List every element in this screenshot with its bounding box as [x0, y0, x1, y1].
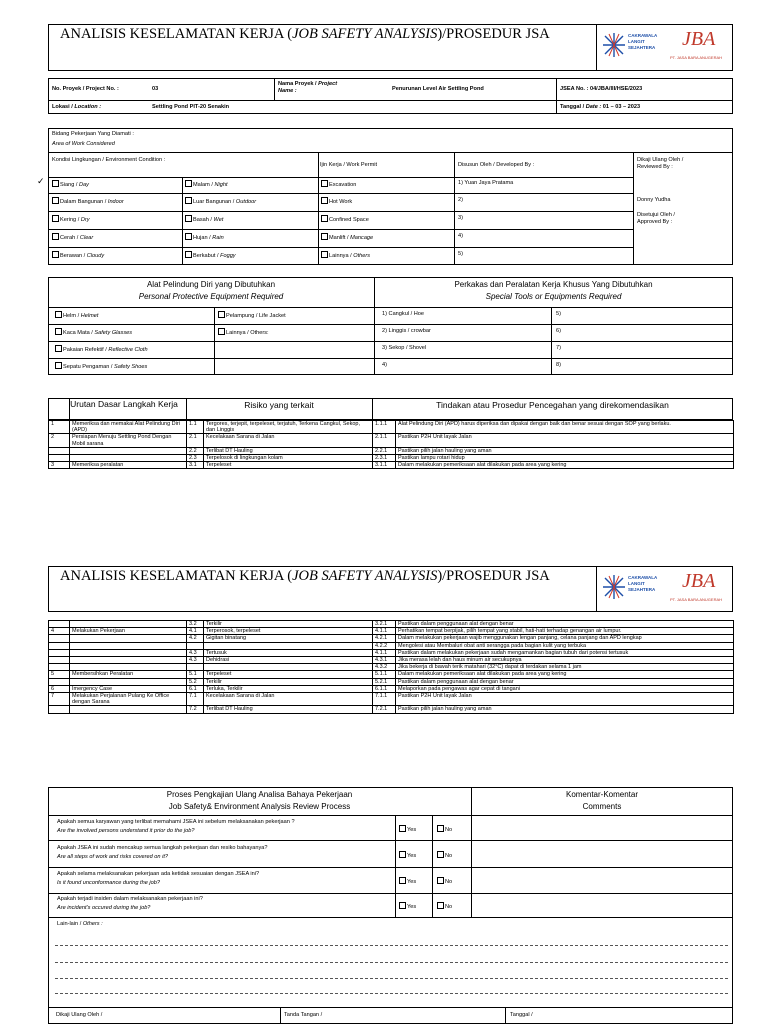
risk-cell: Terlibat DT Hauling [204, 447, 373, 454]
no-cell [49, 678, 70, 685]
condition-option[interactable]: Basah / Wet [185, 215, 223, 224]
an-cell: 4.2.2 [373, 642, 396, 649]
an-cell: 5.2.1 [373, 678, 396, 685]
an-cell: 4.3.2 [373, 664, 396, 671]
table-row [49, 671, 734, 678]
rn-cell: 3.2 [187, 621, 204, 628]
step-cell [70, 621, 187, 628]
step-cell: Memeriksa peralatan [70, 462, 187, 469]
checkbox[interactable] [52, 251, 59, 258]
developer-entry: 3) [458, 215, 463, 221]
step-cell [70, 642, 187, 649]
tool-entry: 5) [556, 311, 561, 317]
tool-entry: 1) Cangkul / Hoe [382, 311, 424, 317]
checkbox[interactable] [185, 233, 192, 240]
project-no-value: 03 [152, 86, 159, 92]
table-row [49, 628, 734, 635]
review-question-en: Are the involved persons understand it prior do the job? [57, 828, 195, 834]
an-cell: 6.1.1 [373, 685, 396, 692]
no-cell: 6 [49, 685, 70, 692]
checkbox[interactable] [52, 180, 59, 187]
condition-option[interactable]: Siang / Day [52, 180, 89, 189]
no-cell [49, 621, 70, 628]
ppe-option[interactable]: Pakaian Refektif / Reflective Cloth [55, 345, 148, 354]
table-row [49, 447, 734, 454]
rn-cell [187, 664, 204, 671]
condition-option[interactable]: Berawan / Cloudy [52, 251, 104, 260]
review-question: Apakah semua karyawan yang terlibat memahami JSEA ini sebelum melaksanakan pekerjaan ? [57, 819, 295, 825]
table-row [49, 706, 734, 713]
table-row [49, 693, 734, 706]
condition-option[interactable]: Hujan / Rain [185, 233, 224, 242]
no-checkbox[interactable]: No [437, 877, 452, 886]
risk-cell: Kecelakaan Sarana di Jalan [204, 434, 373, 447]
steps-table-1 [48, 420, 734, 469]
no-checkbox[interactable]: No [437, 902, 452, 911]
rn-cell: 7.2 [187, 706, 204, 713]
risk-cell: Terpelosok di lingkungan kolam [204, 455, 373, 462]
step-cell [70, 657, 187, 664]
step-cell: Memeriksa dan memakai Alat Pelindung Diri (APD) [70, 421, 187, 434]
project-name-value: Penurunan Level Air Settling Pond [392, 86, 484, 92]
checkbox[interactable] [399, 851, 406, 858]
checkbox[interactable] [55, 362, 62, 369]
an-cell: 2.3.1 [373, 455, 396, 462]
action-cell: Pastikan dalam penggunaan alat dengan benar [396, 621, 734, 628]
rn-cell: 1.1 [187, 421, 204, 434]
rn-cell: 2.2 [187, 447, 204, 454]
no-cell: 7 [49, 693, 70, 706]
checkbox[interactable] [321, 251, 328, 258]
no-cell [49, 664, 70, 671]
no-cell: 3 [49, 462, 70, 469]
checkbox[interactable] [437, 851, 444, 858]
checkbox[interactable] [437, 902, 444, 909]
tool-entry: 8) [556, 362, 561, 368]
starburst-logo-icon [602, 574, 626, 600]
condition-option[interactable]: Dalam Bangunan / Indoor [52, 197, 124, 206]
rn-cell: 6.1 [187, 685, 204, 692]
ppe-option[interactable]: Lainnya / Others: [218, 328, 269, 337]
action-cell: Jika bekerja di bawah terik matahari (32°C) dapat di terdakan selama 1 jam [396, 664, 734, 671]
risk-cell: Tertusuk [204, 649, 373, 656]
checkbox[interactable] [321, 180, 328, 187]
condition-option[interactable]: Berkabut / Foggy [185, 251, 236, 260]
risk-cell: Gigitan binatang [204, 635, 373, 642]
checkbox[interactable] [55, 328, 62, 335]
checkbox[interactable] [52, 197, 59, 204]
table-row [49, 685, 734, 692]
yes-checkbox[interactable]: Yes [399, 825, 416, 834]
table-row [49, 657, 734, 664]
checkbox[interactable] [399, 825, 406, 832]
checkbox[interactable] [321, 233, 328, 240]
an-cell: 5.1.1 [373, 671, 396, 678]
review-question-en: Are incident's occured during the job? [57, 905, 151, 911]
rn-cell: 5.1 [187, 671, 204, 678]
checkbox[interactable] [55, 311, 62, 318]
checkbox[interactable] [185, 215, 192, 222]
table-row [49, 421, 734, 434]
step-cell [70, 664, 187, 671]
step-cell: Melakukan Perjalanan Pulang Ke Office dengan Sarana [70, 693, 187, 706]
rn-cell: 2.3 [187, 455, 204, 462]
ppe-option[interactable]: Helm / Helmet [55, 311, 98, 320]
an-cell: 1.1.1 [373, 421, 396, 434]
checkbox[interactable] [185, 251, 192, 258]
checkbox[interactable] [185, 197, 192, 204]
rn-cell: 3.1 [187, 462, 204, 469]
checkbox[interactable] [437, 825, 444, 832]
table-row [49, 649, 734, 656]
action-cell: Mengolesi atau Membaluri obat anti serangga pada bagian kulit yang terbuka [396, 642, 734, 649]
checkbox[interactable] [399, 877, 406, 884]
an-cell: 7.1.1 [373, 693, 396, 706]
table-row [49, 434, 734, 447]
tool-entry: 3) Sekop / Shovel [382, 345, 427, 351]
action-cell: Pastikan pilih jalan hauling yang aman [396, 447, 734, 454]
action-cell: Dalam melakukan pemeriksaan alat dilakukan pada area yang kering [396, 671, 734, 678]
an-cell: 2.2.1 [373, 447, 396, 454]
no-cell [49, 657, 70, 664]
checkbox[interactable] [185, 180, 192, 187]
an-cell: 2.1.1 [373, 434, 396, 447]
an-cell: 4.3.1 [373, 657, 396, 664]
reviewer-name: Donny Yudha [637, 197, 671, 203]
company-logo-1: CAKRAWALA LANGIT SEJAHTERA JBA PT. JASA BARA ANUGERAH [602, 28, 730, 68]
yes-checkbox[interactable]: Yes [399, 851, 416, 860]
action-cell: Pastikan dalam melakukan pekerjaan sudah mengamankan bagian tubuh dari potensi tertusuk [396, 649, 734, 656]
no-cell: 2 [49, 434, 70, 447]
permit-option[interactable]: Excavation [321, 180, 356, 189]
table-row [49, 678, 734, 685]
review-question: Apakah selama melaksanakan pekerjaan ada ketidak sesuaian dengan JSEA ini? [57, 871, 260, 877]
risk-cell: Kecelakaan Sarana di Jalan [204, 693, 373, 706]
action-cell: Pastikan pilih jalan hauling yang aman [396, 706, 734, 713]
checkbox[interactable] [437, 877, 444, 884]
an-cell: 4.2.1 [373, 635, 396, 642]
step-cell [70, 447, 187, 454]
step-cell [70, 455, 187, 462]
action-cell: Pastikan lampu rotari hidup [396, 455, 734, 462]
page-title-2: ANALISIS KESELAMATAN KERJA (JOB SAFETY ANALYSIS)/PROSEDUR JSA [60, 568, 550, 584]
yes-checkbox[interactable]: Yes [399, 902, 416, 911]
environment-box [48, 128, 733, 265]
step-cell: Persiapan Menuju Settling Pond Dengan Mobil sarana [70, 434, 187, 447]
page-title: ANALISIS KESELAMATAN KERJA (JOB SAFETY ANALYSIS)/PROSEDUR JSA [60, 26, 550, 42]
review-question-en: Are all steps of work and risks covered on it? [57, 854, 168, 860]
no-cell [49, 706, 70, 713]
starburst-logo-icon [602, 32, 626, 58]
step-cell: Membersihkan Peralatan [70, 671, 187, 678]
location-value: Settling Pond PIT-20 Senakin [152, 104, 230, 110]
developer-entry: 4) [458, 233, 463, 239]
risk-cell: Terperosok, terpeleset [204, 628, 373, 635]
risk-cell: Terkilir [204, 678, 373, 685]
risk-cell: Terkilir [204, 621, 373, 628]
developer-entry: 1) Yuan Jaya Pratama [458, 180, 514, 186]
action-cell: Melaporkan pada pengawas agar cepat di tangani [396, 685, 734, 692]
risk-cell: Terluka, Terkilir [204, 685, 373, 692]
step-cell [70, 649, 187, 656]
table-row [49, 664, 734, 671]
developer-entry: 2) [458, 197, 463, 203]
risk-cell: Terlibat DT Hauling [204, 706, 373, 713]
checkbox[interactable] [218, 328, 225, 335]
condition-option[interactable]: Luar Bangunan / Outdoor [185, 197, 256, 206]
table-row [49, 455, 734, 462]
no-cell [49, 649, 70, 656]
an-cell: 3.2.1 [373, 621, 396, 628]
no-cell: 5 [49, 671, 70, 678]
table-row [49, 635, 734, 642]
rn-cell [187, 642, 204, 649]
check-mark-icon: ✓ [37, 176, 45, 186]
condition-option[interactable]: Malam / Night [185, 180, 228, 189]
table-row [49, 462, 734, 469]
table-row [49, 621, 734, 628]
tool-entry: 6) [556, 328, 561, 334]
step-cell: Melakukan Pekerjaan [70, 628, 187, 635]
checkbox[interactable] [399, 902, 406, 909]
review-question: Apakah terjadi insiden dalam melaksanakan pekerjaan ini? [57, 896, 203, 902]
risk-cell [204, 642, 373, 649]
action-cell: Perhatikan tempat berpijak, pilih tempat yang stabil, hati-hati terhadap genangan air lumpur. [396, 628, 734, 635]
step-cell [70, 635, 187, 642]
review-question-en: Is it found unconformance during the job? [57, 880, 160, 886]
checkbox[interactable] [218, 311, 225, 318]
no-checkbox[interactable]: No [437, 851, 452, 860]
permit-option[interactable]: Confined Space [321, 215, 369, 224]
action-cell: Pastikan dalam penggunaan alat dengan benar [396, 678, 734, 685]
step-cell [70, 706, 187, 713]
checkbox[interactable] [52, 233, 59, 240]
checkbox[interactable] [55, 345, 62, 352]
company-logo-2: CAKRAWALA LANGIT SEJAHTERA JBA PT. JASA BARA ANUGERAH [602, 570, 730, 610]
no-checkbox[interactable]: No [437, 825, 452, 834]
review-question: Apakah JSEA ini sudah mencakup semua langkah pekerjaan dan resiko bahayanya? [57, 845, 268, 851]
action-cell: Alat Pelindung Diri (APD) harus diperiksa dan dipakai dengan baik dan benar sesuai dengan SOP yang berlaku. [396, 421, 734, 434]
action-cell: Dalam melakukan pekerjaan wajib menggunakan lengan panjang, celana panjang dan APD lengkap [396, 635, 734, 642]
risk-cell [204, 664, 373, 671]
rn-cell: 4.1 [187, 628, 204, 635]
tool-entry: 2) Linggis / crowbar [382, 328, 431, 334]
risk-cell: Terpeleset [204, 462, 373, 469]
an-cell: 4.1.1 [373, 628, 396, 635]
an-cell: 7.2.1 [373, 706, 396, 713]
checkbox[interactable] [321, 197, 328, 204]
steps-table-2 [48, 620, 734, 714]
action-cell: Dalam melakukan pemeriksaan alat dilakukan pada area yang kering [396, 462, 734, 469]
step-cell: Imergency Case [70, 685, 187, 692]
tool-entry: 4) [382, 362, 387, 368]
no-cell: 4 [49, 628, 70, 635]
no-cell [49, 642, 70, 649]
table-row [49, 642, 734, 649]
permit-option[interactable]: Lainnya / Others [321, 251, 370, 260]
action-cell: Pastikan P2H Unit layak Jalan [396, 693, 734, 706]
risk-cell: Dehidrasi [204, 657, 373, 664]
rn-cell: 5.2 [187, 678, 204, 685]
no-cell: 1 [49, 421, 70, 434]
risk-cell: Tergores, terjepit, terpeleset, terjatuh, Terkena Cangkul, Sekop, dan Linggis [204, 421, 373, 434]
tool-entry: 7) [556, 345, 561, 351]
rn-cell: 4.2 [187, 635, 204, 642]
rn-cell: 4.3 [187, 649, 204, 656]
an-cell: 3.1.1 [373, 462, 396, 469]
rn-cell: 4.3 [187, 657, 204, 664]
risk-cell: Terpeleset [204, 671, 373, 678]
rn-cell: 2.1 [187, 434, 204, 447]
permit-option[interactable]: Hot Work [321, 197, 352, 206]
permit-option[interactable]: Manlift / Mancage [321, 233, 373, 242]
developer-entry: 5) [458, 251, 463, 257]
rn-cell: 7.1 [187, 693, 204, 706]
ppe-option[interactable]: Sepatu Pengaman / Safety Shoes [55, 362, 147, 371]
ppe-option[interactable]: Pelampung / Life Jacket [218, 311, 286, 320]
action-cell: Pastikan P2H Unit layak Jalan [396, 434, 734, 447]
checkbox[interactable] [321, 215, 328, 222]
yes-checkbox[interactable]: Yes [399, 877, 416, 886]
no-cell [49, 447, 70, 454]
condition-option[interactable]: Cerah / Clear [52, 233, 93, 242]
no-cell [49, 455, 70, 462]
condition-option[interactable]: Kering / Dry [52, 215, 90, 224]
step-cell [70, 678, 187, 685]
no-cell [49, 635, 70, 642]
an-cell: 4.1.1 [373, 649, 396, 656]
action-cell: Jika merasa lelah dan haus minum air secukupnya [396, 657, 734, 664]
checkbox[interactable] [52, 215, 59, 222]
ppe-option[interactable]: Kaca Mata / Safety Glasses [55, 328, 132, 337]
